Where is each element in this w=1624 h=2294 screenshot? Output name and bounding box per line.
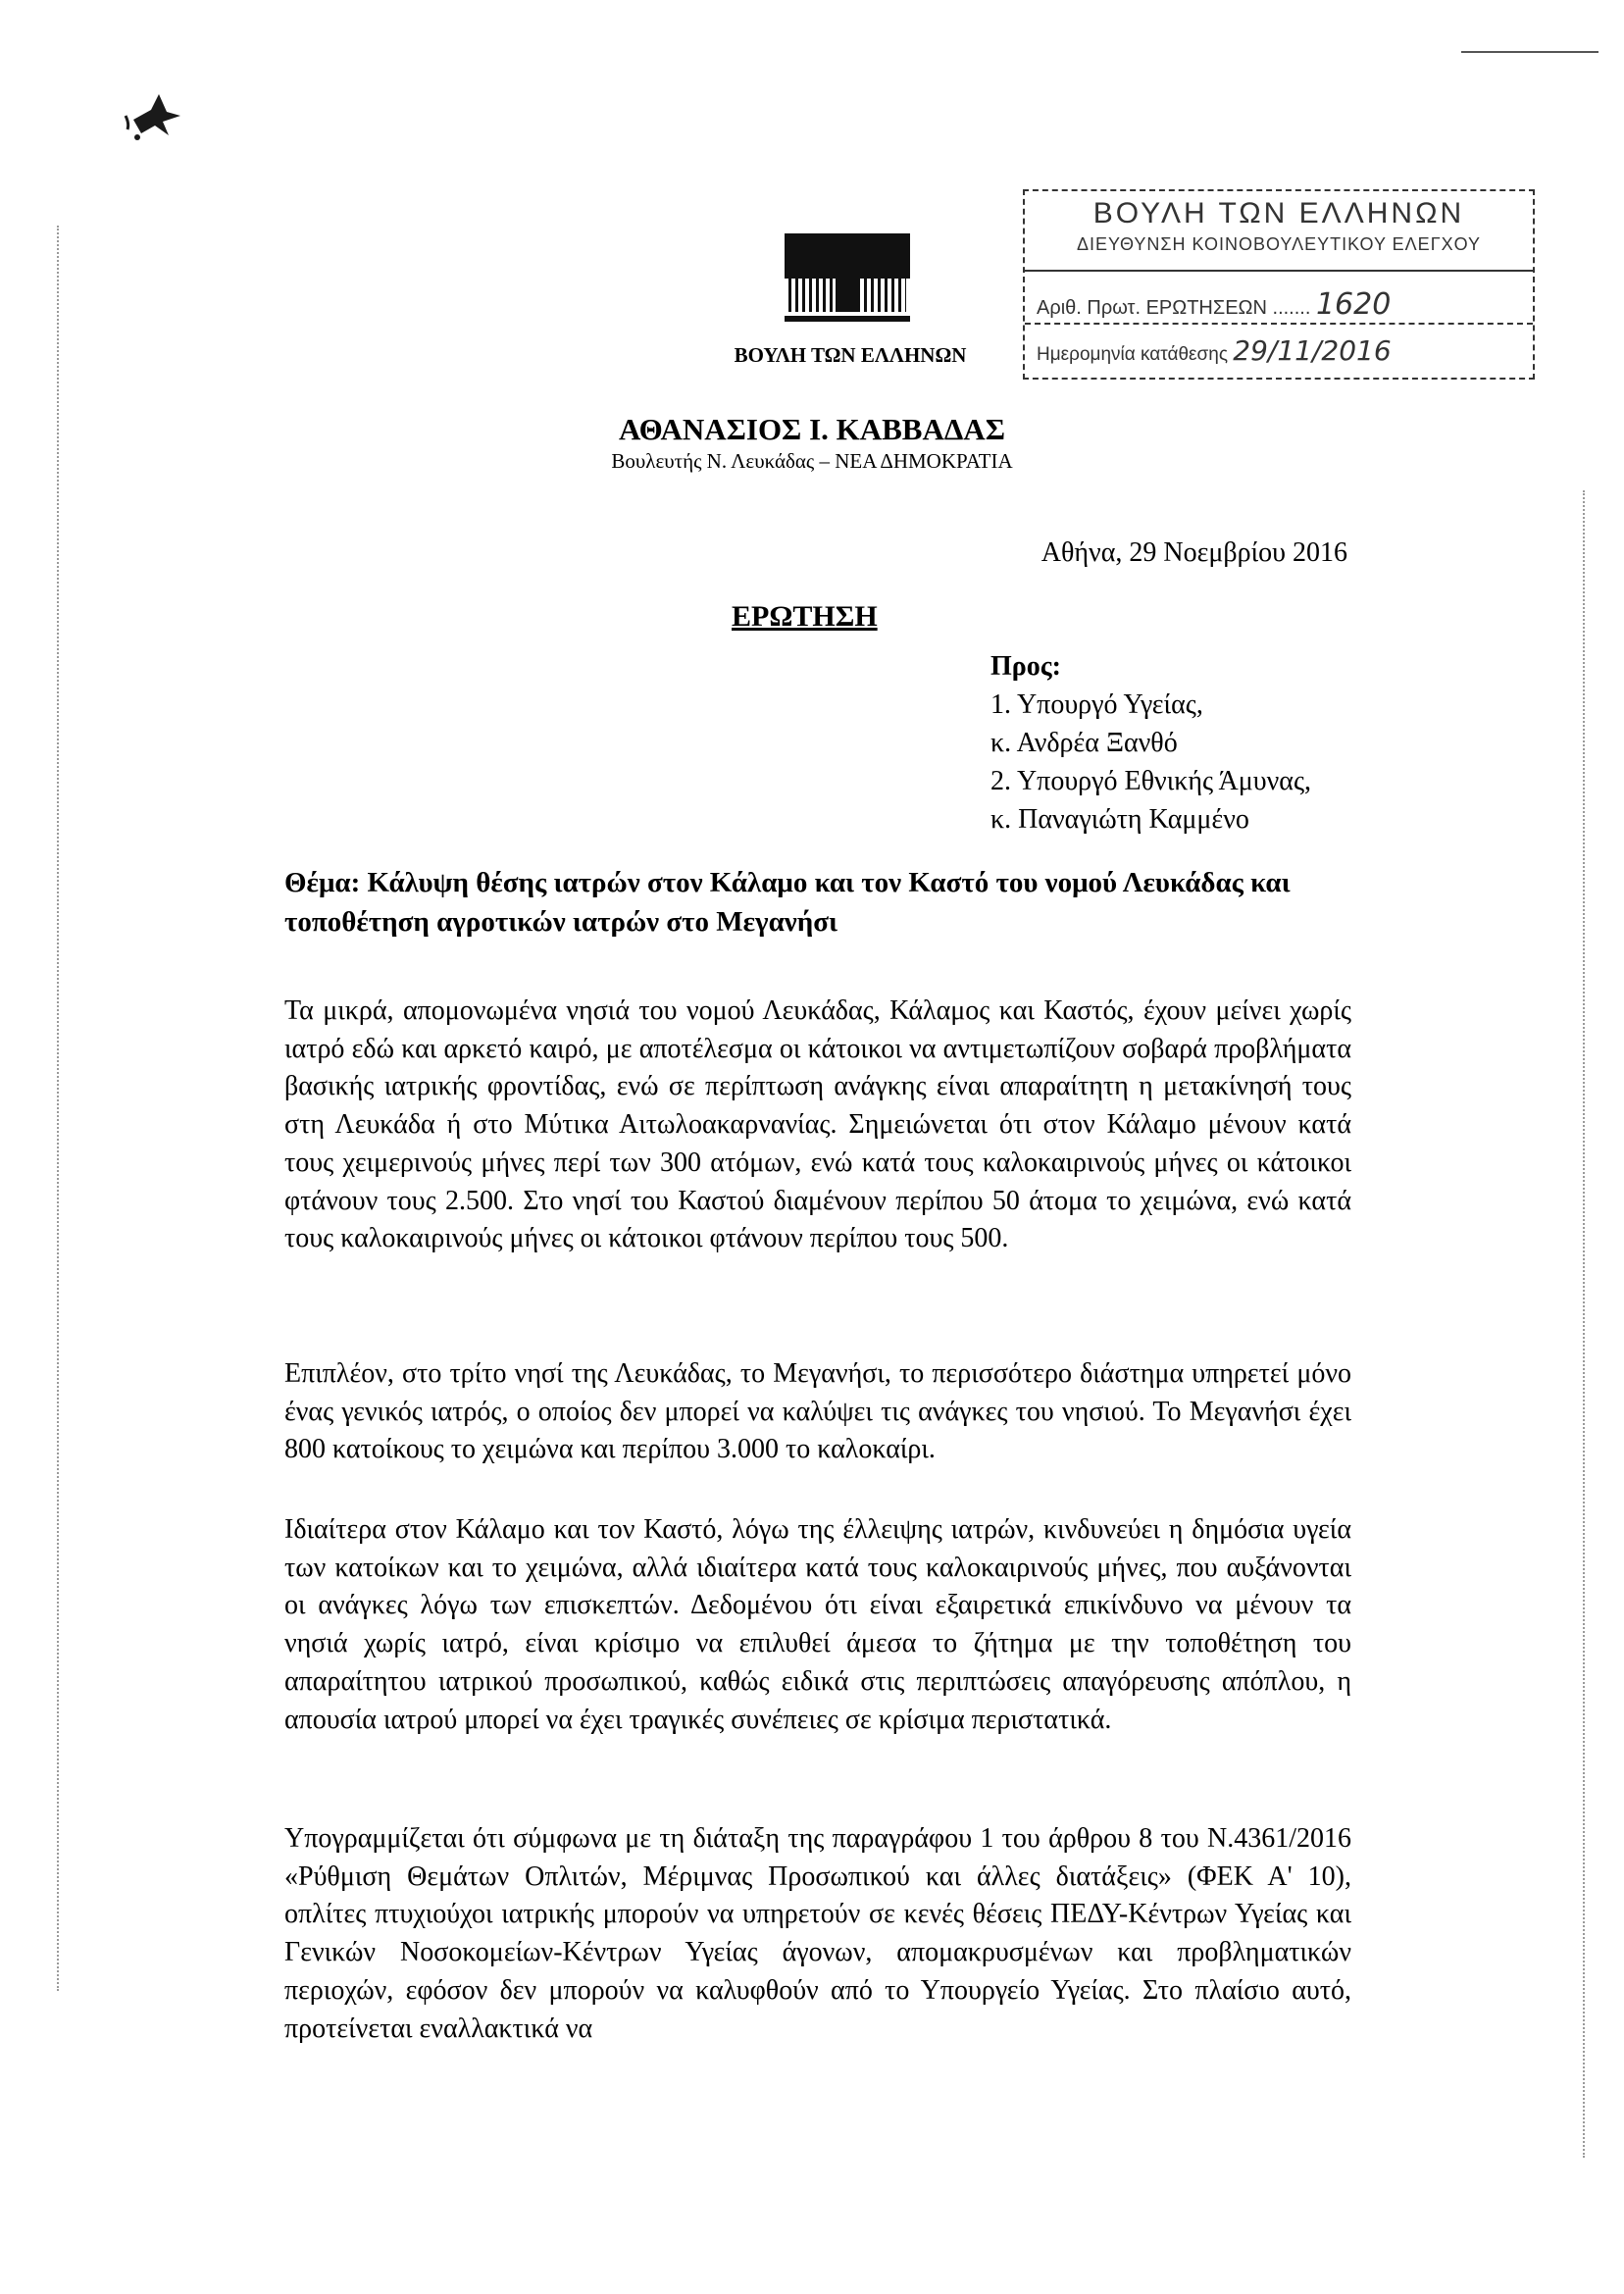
subject-text: Κάλυψη θέσης ιατρών στον Κάλαμο και τον Καστό του νομού Λευκάδας και τοποθέτηση αγροτικών ιατρών στο Μεγανήσι bbox=[284, 867, 1291, 938]
recipients-heading: Προς: bbox=[990, 651, 1061, 682]
document-date: Αθήνα, 29 Νοεμβρίου 2016 bbox=[1040, 537, 1347, 568]
stamp-date bbox=[1037, 334, 1545, 367]
registration-stamp bbox=[1023, 189, 1535, 380]
body-paragraph: Τα μικρά, απομονωμένα νησιά του νομού Λευκάδας, Κάλαμος και Καστός, έχουν μείνει χωρίς ιατρό εδώ και αρκετό καιρό, με αποτέλεσμα οι κάτοικοι να αντιμετωπίζουν σοβαρά προβλήματα βασικής ιατρικής φροντίδας, ενώ σε περίπτωση ανάγκης είναι απαραίτητη η μετακίνησή τους στη Λευκάδα ή στο Μύτικα Αιτωλοακαρνανίας. Σημειώνεται ότι στον Κάλαμο μένουν κατά τους χειμερινούς μήνες περί των 300 ατόμων, ενώ κατά τους καλοκαιρινούς μήνες οι κάτοικοι φτάνουν τους 2.500. Στο νησί του Καστού διαμένουν περίπου 50 άτομα το χειμώνα, ενώ κατά τους καλοκαιρινούς μήνες οι κάτοικοι φτάνουν περίπου τους 500. bbox=[284, 995, 1351, 1254]
stamp-line-1: ΒΟΥΛΗ ΤΩΝ ΕΛΛΗΝΩΝ bbox=[1092, 197, 1465, 229]
body-paragraph: Επιπλέον, στο τρίτο νησί της Λευκάδας, το Μεγανήσι, το περισσότερο διάστημα υπηρετεί μόνο ένας γενικός ιατρός, ο οποίος δεν μπορεί να καλύψει τις ανάγκες του νησιού. Το Μεγανήσι έχει 800 κατοίκους το χειμώνα και περίπου 3.000 το καλοκαίρι. bbox=[284, 1358, 1351, 1465]
recipient-line: 2. Υπουργό Εθνικής Άμυνας, bbox=[990, 766, 1312, 796]
subject-label: Θέμα: bbox=[284, 867, 361, 898]
document-title: ΕΡΩΤΗΣΗ bbox=[732, 600, 878, 633]
stamp-protocol-number: 1620 bbox=[1315, 287, 1392, 322]
recipient-line: 1. Υπουργό Υγείας, bbox=[990, 689, 1203, 720]
recipients-block bbox=[990, 647, 1311, 839]
subject-line bbox=[284, 863, 1353, 942]
body-paragraph: Υπογραμμίζεται ότι σύμφωνα με τη διάταξη της παραγράφου 1 του άρθρου 8 του Ν.4361/2016 «Ρύθμιση Θεμάτων Οπλιτών, Μέριμνας Προσωπικού και άλλες διατάξεις» (ΦΕΚ Α' 10), οπλίτες πτυχιούχοι ιατρικής μπορούν να υπηρετούν σε κενές θέσεις ΠΕΔΥ-Κέντρων Υγείας και Γενικών Νοσοκομείων-Κέντρων Υγείας άγονων, απομακρυσμένων και προβληματικών περιοχών, εφόσον δεν μπορούν να καλυφθούν από το Υπουργείο Υγείας. Στο πλαίσιο αυτό, προτείνεται εναλλακτικά να bbox=[284, 1823, 1351, 2044]
recipient-line: κ. Ανδρέα Ξανθό bbox=[990, 728, 1178, 758]
body-paragraph: Ιδιαίτερα στον Κάλαμο και τον Καστό, λόγω της έλλειψης ιατρών, κινδυνεύει η δημόσια υγεία των κατοίκων και το χειμώνα, αλλά ιδιαίτερα κατά τους καλοκαιρινούς μήνες, που αυξάνονται οι ανάγκες λόγω των επισκεπτών. Δεδομένου ότι είναι εξαιρετικά επικίνδυνο να μένουν τα νησιά χωρίς ιατρό, είναι κρίσιμο να επιλυθεί άμεσα το ζήτημα με την τοποθέτηση του απαραίτητου ιατρικού προσωπικού, καθώς ειδικά στις περιπτώσεις απαγόρευσης απόπλου, η απουσία ιατρού μπορεί να έχει τραγικές συνέπειες σε κρίσιμα περιστατικά. bbox=[284, 1514, 1351, 1735]
author-name: ΑΘΑΝΑΣΙΟΣ Ι. ΚΑΒΒΑΔΑΣ bbox=[619, 412, 1005, 446]
scan-right-margin-dots bbox=[1583, 490, 1588, 2158]
scan-left-margin-dots bbox=[57, 226, 62, 1991]
ink-mark bbox=[116, 86, 196, 147]
stamp-line-2: ΔΙΕΥΘΥΝΣΗ ΚΟΙΝΟΒΟΥΛΕΥΤΙΚΟΥ ΕΛΕΓΧΟΥ bbox=[1076, 234, 1482, 254]
author-title: Βουλευτής Ν. Λευκάδας – ΝΕΑ ΔΗΜΟΚΡΑΤΙΑ bbox=[611, 449, 1013, 473]
parliament-building-icon bbox=[785, 233, 910, 324]
scan-edge-line bbox=[1461, 51, 1599, 53]
stamp-date-label: Ημερομηνία κατάθεσης bbox=[1037, 344, 1228, 365]
letterhead-caption: ΒΟΥΛΗ ΤΩΝ ΕΛΛΗΝΩΝ bbox=[734, 343, 967, 367]
stamp-date-value: 29/11/2016 bbox=[1233, 334, 1392, 367]
recipient-line: κ. Παναγιώτη Καμμένο bbox=[990, 804, 1249, 835]
stamp-protocol: Αριθ. Πρωτ. ΕΡΩΤΗΣΕΩΝ ....... 1620 bbox=[1037, 287, 1392, 322]
stamp-protocol-label: Αριθ. Πρωτ. ΕΡΩΤΗΣΕΩΝ bbox=[1037, 297, 1267, 319]
